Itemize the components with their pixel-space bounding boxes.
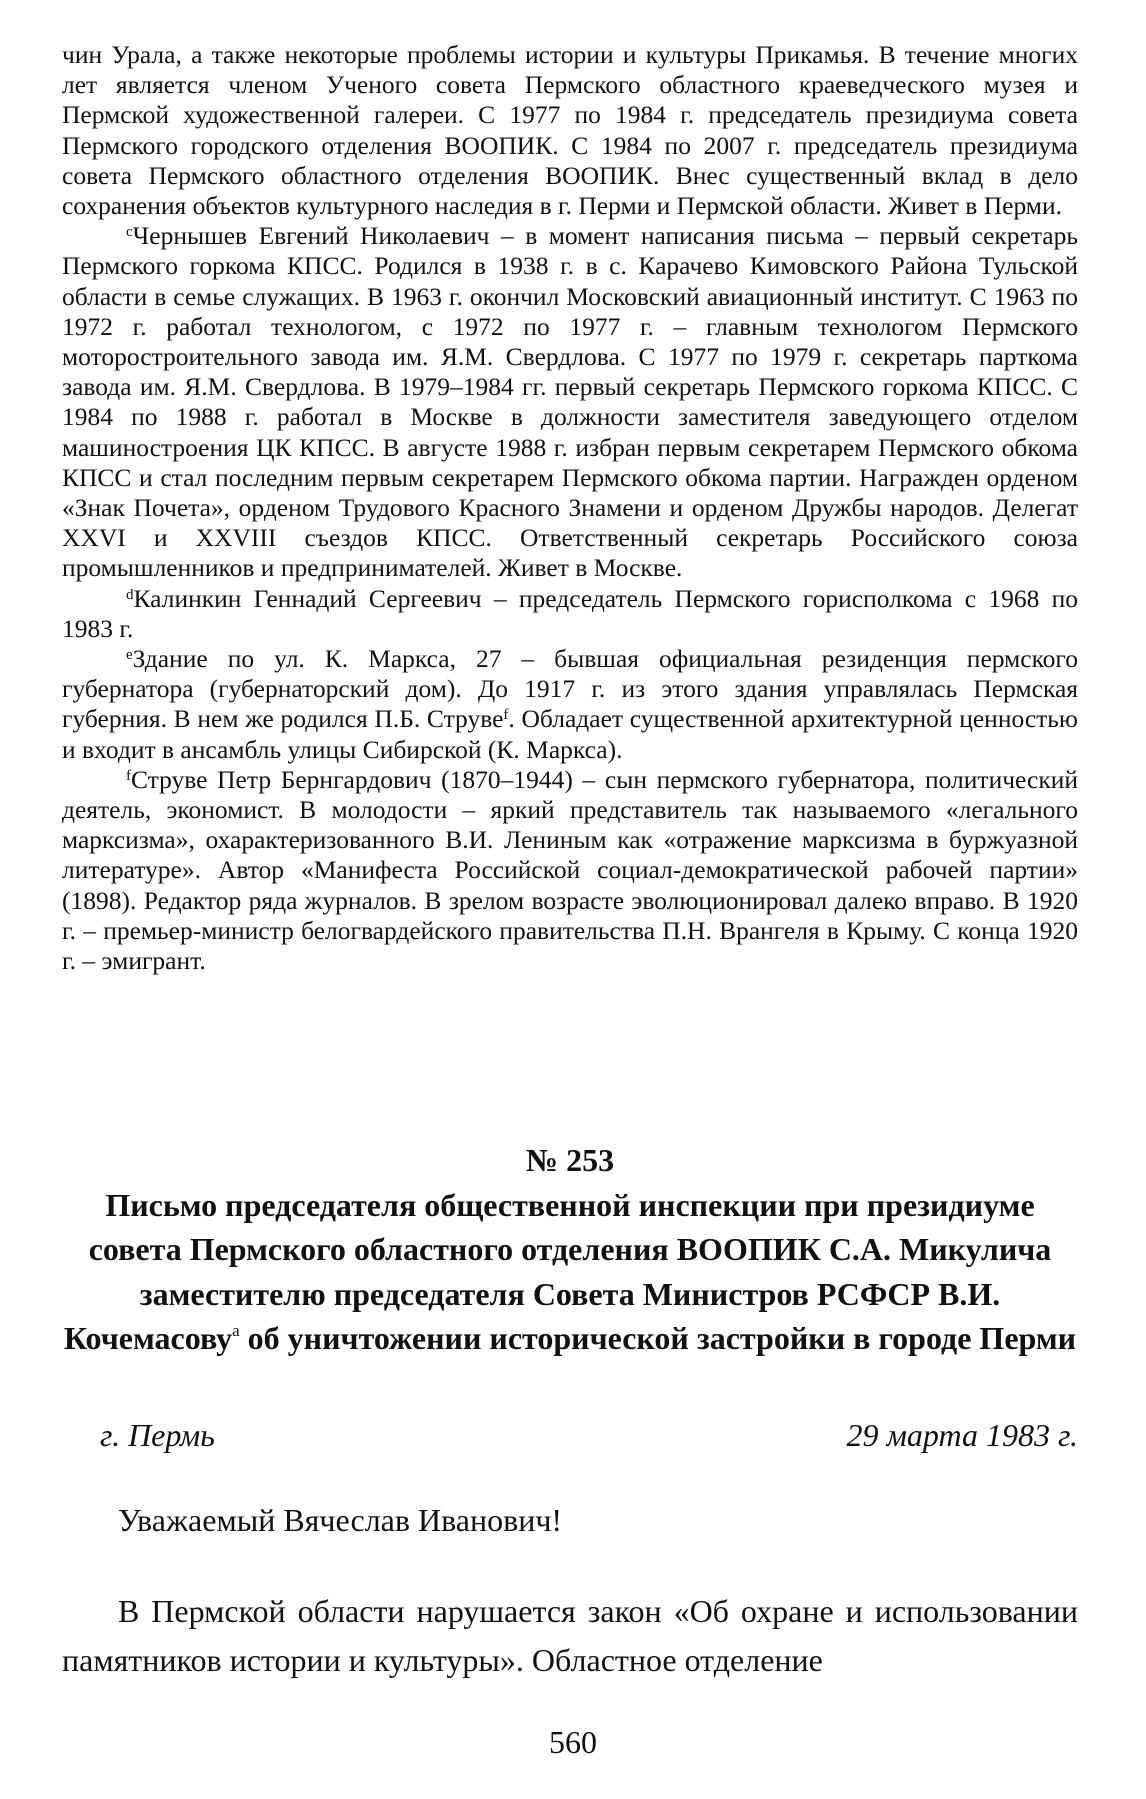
letter-body: В Пермской области нарушается закон «Об охране и использовании памятников истории и культуры». Областное отделение xyxy=(62,1593,1078,1678)
footnote-marker: e xyxy=(126,647,133,664)
footnote-text: Чернышев Евгений Николаевич – в момент написания письма – первый секретарь Пермского горкома КПСС. Родился в 1938 г. в с. Карачево Кимовского Района Тульской области в семье служащих. В 1963 г. окончил Московский авиационный институт. С 1963 по 1972 г. работал технологом, с 1972 по 1977 г. – главным технологом Пермского моторостроительного завода им. Я.М. Свердлова. С 1977 по 1979 г. секретарь парткома завода им. Я.М. Свердлова. В 1979–1984 гг. первый секретарь Пермского горкома КПСС. С 1984 по 1988 г. работал в Москве в должности заместителя заведующего отделом машиностроения ЦК КПСС. В августе 1988 г. избран первым секретарем Пермского обкома КПСС и стал последним первым секретарем Пермского обкома партии. Награжден орденом «Знак Почета», орденом Трудового Красного Знамени и орденом Дружбы народов. Делегат XXVI и XXVIII съездов КПСС. Ответственный секретарь Российского союза промышленников и предпринимателей. Живет в Москве. xyxy=(62,221,1078,583)
title-text: об уничтожении исторической застройки в городе Перми xyxy=(239,1320,1077,1356)
footnote-marker: f xyxy=(126,767,131,784)
footnote-e xyxy=(62,644,1078,765)
title-footnote-marker: a xyxy=(232,1321,240,1340)
document-date: 29 марта 1983 г. xyxy=(846,1417,1078,1453)
footnote-text: . Обладает существенной архитектурной ценностью и входит в ансамбль улицы Сибирской (К. Маркса). xyxy=(62,704,1078,764)
document-place: г. Пермь xyxy=(100,1417,215,1453)
footnote-continuation: чин Урала, а также некоторые проблемы истории и культуры Прикамья. В течение многих лет является членом Ученого совета Пермского областного краеведческого музея и Пермской художественной галереи. С 1977 по 1984 г. председатель президиума совета Пермского городского отделения ВООПИК. С 1984 по 2007 г. председатель президиума совета Пермского областного отделения ВООПИК. Внес существенный вклад в дело сохранения объектов культурного наследия в г. Перми и Пермской области. Живет в Перми. xyxy=(62,40,1078,221)
footnote-d xyxy=(62,584,1078,644)
footnote-marker: c xyxy=(126,224,133,241)
footnotes-block xyxy=(62,40,1078,976)
footnote-marker: d xyxy=(126,586,134,603)
footnote-reference: f xyxy=(503,707,509,724)
document-heading xyxy=(62,1138,1078,1361)
page-number: 560 xyxy=(549,1724,597,1760)
salutation: Уважаемый Вячеслав Иванович! xyxy=(118,1502,563,1538)
document-number: № 253 xyxy=(525,1142,615,1178)
footnote-text: Здание по ул. К. Маркса, 27 – бывшая официальная резиденция пермского губернатора (губернаторский дом). До 1917 г. из этого здания управлялась Пермская губерния. В нем же родился П.Б. Струве xyxy=(62,644,1078,734)
footnote-c xyxy=(62,221,1078,583)
footnote-text: Калинкин Геннадий Сергеевич – председатель Пермского горисполкома с 1968 по 1983 г. xyxy=(62,583,1078,643)
footnote-f xyxy=(62,765,1078,976)
document-title xyxy=(64,1187,1076,1357)
footnote-text: Струве Петр Бернгардович (1870–1944) – сын пермского губернатора, политический деятель, экономист. В молодости – яркий представитель так называемого «легального марксизма», охарактеризованного В.И. Лениным как «отражение марксизма в буржуазной литературе». Автор «Манифеста Российской социал-демократической рабочей партии» (1898). Редактор ряда журналов. В зрелом возрасте эволюционировал далеко вправо. В 1920 г. – премьер-министр белогвардейского правительства П.Н. Врангеля в Крыму. С конца 1920 г. – эмигрант. xyxy=(62,764,1078,976)
title-text: Письмо председателя общественной инспекции при президиуме совета Пермского областного отделения ВООПИК С.А. Микулича заместителю председателя Совета Министров РСФСР В.И. Кочемасову xyxy=(63,1186,1052,1356)
